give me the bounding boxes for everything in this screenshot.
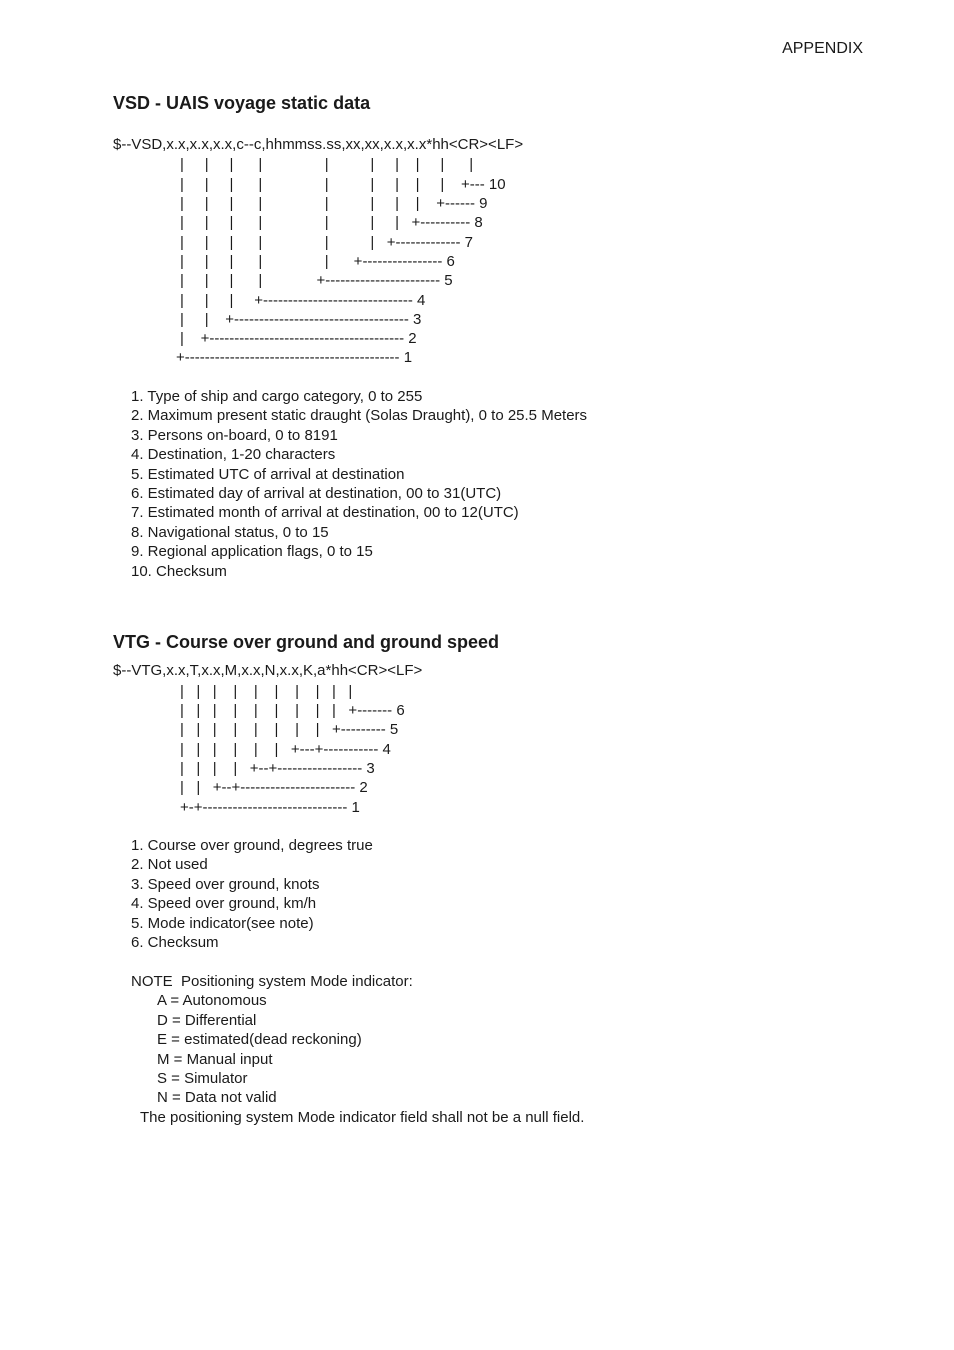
vsd-diagram-line: | | | | | | | | | +--- 10 <box>180 176 506 193</box>
header-label: APPENDIX <box>782 40 863 57</box>
list-item: 5. Mode indicator(see note) <box>131 914 314 932</box>
note-item-list <box>131 991 584 1107</box>
note-title: NOTE Positioning system Mode indicator: <box>131 973 413 990</box>
mode-indicator-note <box>131 972 584 1127</box>
vsd-diagram-line: +------------------------------------------- 1 <box>176 349 413 366</box>
vsd-field-list <box>131 387 587 581</box>
vtg-diagram-line: | | +--+----------------------- 2 <box>180 779 368 796</box>
list-item: 2. Not used <box>131 856 208 874</box>
vtg-diagram-line: | | | | +--+----------------- 3 <box>180 760 375 777</box>
note-footer: The positioning system Mode indicator field shall not be a null field. <box>140 1108 585 1126</box>
vsd-section-title: VSD - UAIS voyage static data <box>113 93 371 113</box>
list-item: 4. Speed over ground, km/h <box>131 895 317 913</box>
vsd-diagram-line: | | | | | | | | | | <box>180 156 474 173</box>
list-item: 6. Estimated day of arrival at destination, 00 to 31(UTC) <box>131 485 502 503</box>
list-item: E = estimated(dead reckoning) <box>157 1031 362 1049</box>
vsd-diagram-line: | | | | | | | | +------ 9 <box>180 195 488 212</box>
list-item: 3. Speed over ground, knots <box>131 875 320 893</box>
list-item: 3. Persons on-board, 0 to 8191 <box>131 426 338 444</box>
list-item: 6. Checksum <box>131 934 219 952</box>
vsd-diagram-line: | | | | | | +------------- 7 <box>180 234 473 251</box>
vtg-diagram-line: | | | | | | | | | +------- 6 <box>180 702 405 719</box>
list-item: S = Simulator <box>157 1070 248 1088</box>
vsd-sentence-format: $--VSD,x.x,x.x,x.x,c--c,hhmmss.ss,xx,xx,x.x,x.x*hh<CR><LF> <box>113 136 524 153</box>
vsd-diagram-line: | | | | | | | +---------- 8 <box>180 214 483 231</box>
vtg-section-title: VTG - Course over ground and ground speed <box>113 632 500 652</box>
list-item: 2. Maximum present static draught (Solas Draught), 0 to 25.5 Meters <box>131 407 588 425</box>
vtg-diagram-line: | | | | | | +---+----------- 4 <box>180 741 391 758</box>
vtg-diagram-line: +-+----------------------------- 1 <box>180 799 360 816</box>
list-item: 4. Destination, 1-20 characters <box>131 446 336 464</box>
list-item: 1. Course over ground, degrees true <box>131 837 373 854</box>
vsd-diagram-line: | | | | | +---------------- 6 <box>180 253 455 270</box>
list-item: M = Manual input <box>157 1050 273 1068</box>
list-item: 5. Estimated UTC of arrival at destination <box>131 465 405 483</box>
list-item: 10. Checksum <box>131 562 227 580</box>
list-item: N = Data not valid <box>157 1089 277 1107</box>
list-item: 9. Regional application flags, 0 to 15 <box>131 543 373 561</box>
vsd-diagram-line: | | +----------------------------------- 3 <box>180 311 422 328</box>
list-item: 8. Navigational status, 0 to 15 <box>131 523 329 541</box>
vsd-diagram-line: | +--------------------------------------- 2 <box>180 330 417 347</box>
vtg-diagram-line: | | | | | | | | | | <box>180 683 353 700</box>
list-item: 7. Estimated month of arrival at destination, 00 to 12(UTC) <box>131 504 519 522</box>
vsd-diagram-line: | | | | +----------------------- 5 <box>180 272 453 289</box>
list-item: 1. Type of ship and cargo category, 0 to 255 <box>131 388 423 405</box>
vtg-field-list <box>131 836 373 952</box>
list-item: A = Autonomous <box>157 992 267 1010</box>
vtg-diagram-line: | | | | | | | | +--------- 5 <box>180 721 399 738</box>
vsd-diagram-line: | | | +------------------------------ 4 <box>180 292 426 309</box>
list-item: D = Differential <box>157 1011 257 1029</box>
vtg-sentence-format: $--VTG,x.x,T,x.x,M,x.x,N,x.x,K,a*hh<CR><LF> <box>113 662 423 679</box>
